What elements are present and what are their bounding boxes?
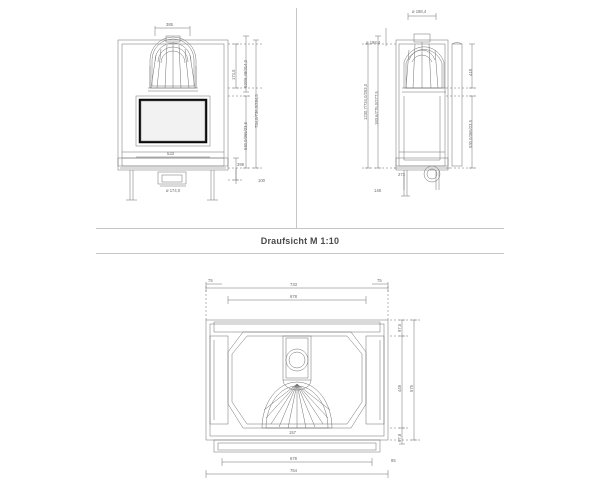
draufsicht-label: Draufsicht M 1:10 — [260, 236, 340, 246]
dim-front-base-small: 100 — [258, 178, 265, 183]
dim-side-left-stack-2: 183,6/775,0/277,5 — [374, 91, 379, 125]
dim-side-left-stack-1: 1230,7/734,0/263,0 — [363, 83, 368, 120]
dim-top-bottom-inner: 678 — [290, 456, 297, 461]
dim-front-top-width: 385 — [166, 22, 173, 27]
dim-side-top-dia-1: ø 198,4 — [412, 9, 427, 14]
dim-front-foot-offset: 399 — [237, 162, 244, 167]
draufsicht-divider — [96, 228, 504, 254]
dim-top-center-small: 157 — [289, 430, 296, 435]
dim-top-depth-3: 575 — [409, 385, 414, 392]
dim-top-bottom-total: 764 — [290, 468, 297, 473]
dim-side-depth: 273 — [398, 172, 405, 177]
dim-side-top-dia-2: ø 198,4 — [366, 40, 381, 45]
dim-top-depth-4: 67,8 — [397, 433, 402, 442]
dim-top-right-margin: 75 — [377, 278, 382, 283]
dim-top-depth-2: 449 — [397, 385, 402, 392]
dim-side-bottom-left: 148 — [374, 188, 381, 193]
dim-side-right-stack-1: 418 — [468, 69, 473, 76]
dim-front-stack-4: 530,0/365/23,5 — [243, 122, 248, 150]
dim-front-stack-1: 174,5 — [231, 69, 236, 80]
dim-side-right-stack-2: 530,0/365/23,5 — [468, 120, 473, 148]
dim-top-left-margin: 75 — [208, 278, 213, 283]
dim-front-opening-width: 533 — [167, 151, 174, 156]
top-view — [206, 282, 420, 478]
dim-front-stack-2: 520/5,48/214,0 — [243, 60, 248, 88]
dim-top-depth-1: 97,5 — [397, 323, 402, 332]
dim-top-opening-width: 678 — [290, 294, 297, 299]
dim-top-bottom-right-small: 85 — [391, 458, 396, 463]
dim-front-stack-3: 734,0/736,0/284,5 — [254, 94, 259, 128]
front-view — [118, 26, 262, 200]
dim-top-inner-width: 733 — [290, 282, 297, 287]
dim-front-bottom-note: ø 174,0 — [166, 188, 181, 193]
